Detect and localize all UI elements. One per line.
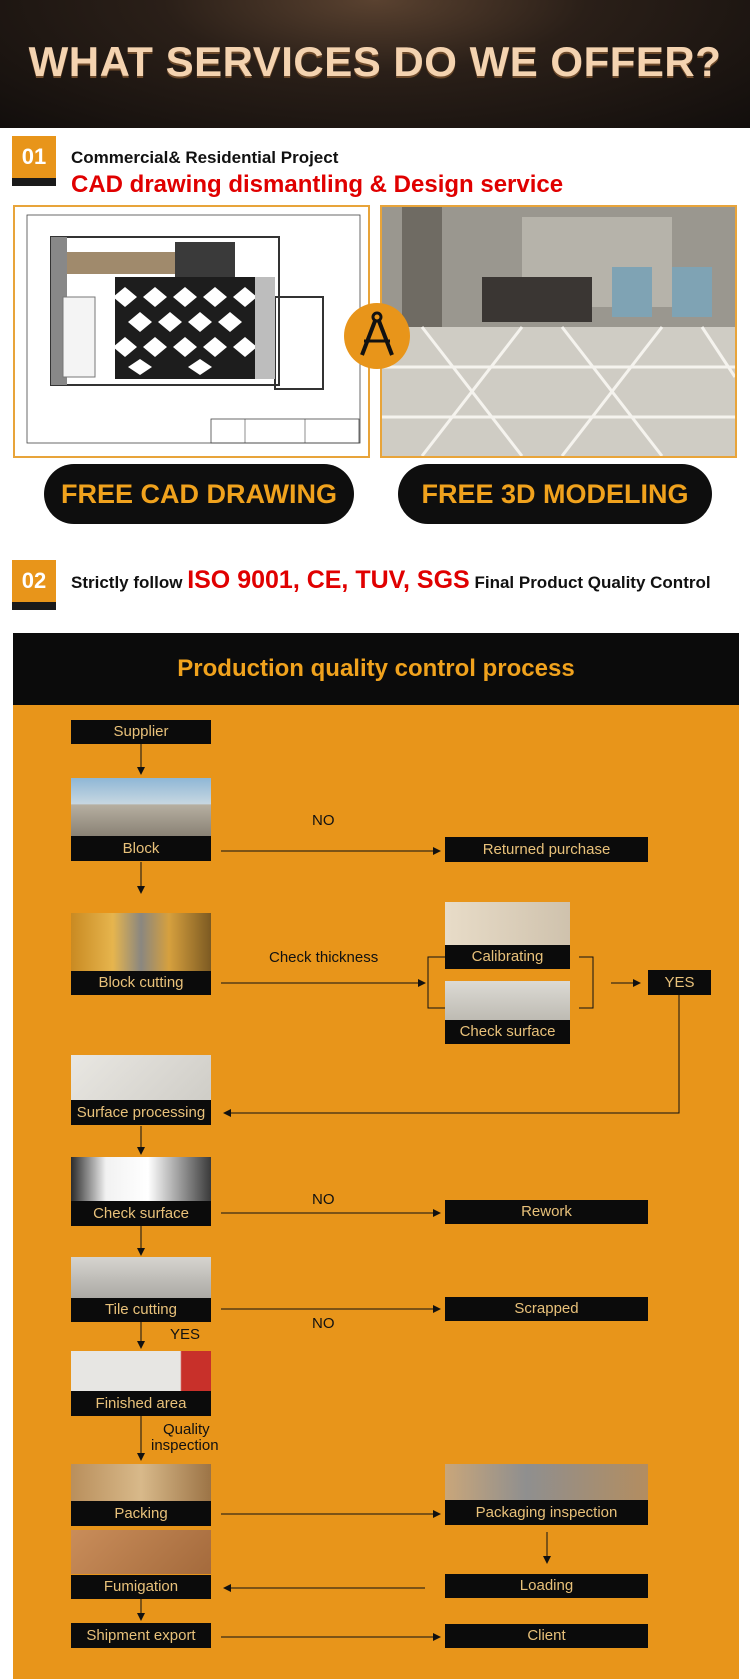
section-number: 01 <box>21 144 47 169</box>
section-number: 02 <box>21 568 47 593</box>
standards-list: ISO 9001, CE, TUV, SGS <box>187 566 470 594</box>
calibrating-photo <box>445 902 570 947</box>
block-photo <box>71 778 211 836</box>
edge-label-no: NO <box>312 1191 335 1208</box>
compass-icon <box>344 303 410 369</box>
edge-label-quality: Quality <box>163 1421 210 1438</box>
quality-standards-line <box>71 566 711 595</box>
page-title: WHAT SERVICES DO WE OFFER? <box>28 38 722 85</box>
step-block: Block <box>71 836 211 861</box>
step-loading: Loading <box>445 1574 648 1598</box>
3d-model-image <box>380 205 737 458</box>
step-calibrating: Calibrating <box>445 945 570 969</box>
packing-photo <box>71 1464 211 1502</box>
section-number-badge <box>12 560 56 610</box>
step-check-surface: Check surface <box>71 1201 211 1226</box>
edge-label-yes: YES <box>170 1326 201 1343</box>
free-cad-drawing-badge <box>44 464 354 524</box>
badge-label: FREE CAD DRAWING <box>61 479 337 509</box>
edge-label-no: NO <box>312 812 335 829</box>
step-check-surface: Check surface <box>445 1020 570 1044</box>
standards-prefix: Strictly follow <box>71 573 188 592</box>
badge-label: FREE 3D MODELING <box>421 479 689 509</box>
step-client: Client <box>445 1624 648 1648</box>
step-returned-purchase: Returned purchase <box>445 837 648 862</box>
step-finished-area: Finished area <box>71 1391 211 1416</box>
step-yes: YES <box>648 970 711 995</box>
free-3d-modeling-badge <box>398 464 712 524</box>
section-subtitle: Commercial& Residential Project <box>71 148 339 167</box>
step-rework: Rework <box>445 1200 648 1224</box>
cad-drawing-image <box>13 205 370 458</box>
step-supplier: Supplier <box>71 720 211 744</box>
edge-label-inspection: inspection <box>151 1437 219 1454</box>
tile-cutting-photo <box>71 1257 211 1300</box>
step-surface-processing: Surface processing <box>71 1100 211 1125</box>
interior-render <box>382 207 735 456</box>
step-tile-cutting: Tile cutting <box>71 1298 211 1322</box>
step-packing: Packing <box>71 1501 211 1526</box>
step-fumigation: Fumigation <box>71 1575 211 1599</box>
section-number-badge <box>12 136 56 186</box>
badge-underline <box>12 178 56 186</box>
badge-underline <box>12 602 56 610</box>
step-scrapped: Scrapped <box>445 1297 648 1321</box>
step-block-cutting: Block cutting <box>71 971 211 995</box>
edge-label-check-thickness: Check thickness <box>269 949 379 966</box>
process-chart-title: Production quality control process <box>177 655 575 682</box>
standards-suffix: Final Product Quality Control <box>469 573 711 592</box>
step-shipment-export: Shipment export <box>71 1623 211 1648</box>
fumigation-photo <box>71 1530 211 1574</box>
step-packaging-inspection: Packaging inspection <box>445 1500 648 1525</box>
check-surface-photo <box>71 1157 211 1207</box>
section-title: CAD drawing dismantling & Design service <box>71 171 564 198</box>
surface-processing-photo <box>71 1055 211 1100</box>
block-cutting-photo <box>71 913 211 971</box>
packaging-inspection-photo <box>445 1464 648 1502</box>
check-surface-photo <box>445 981 570 1021</box>
finished-area-photo <box>71 1351 211 1392</box>
edge-label-no: NO <box>312 1315 335 1332</box>
floor-plan-drawing <box>15 207 368 456</box>
